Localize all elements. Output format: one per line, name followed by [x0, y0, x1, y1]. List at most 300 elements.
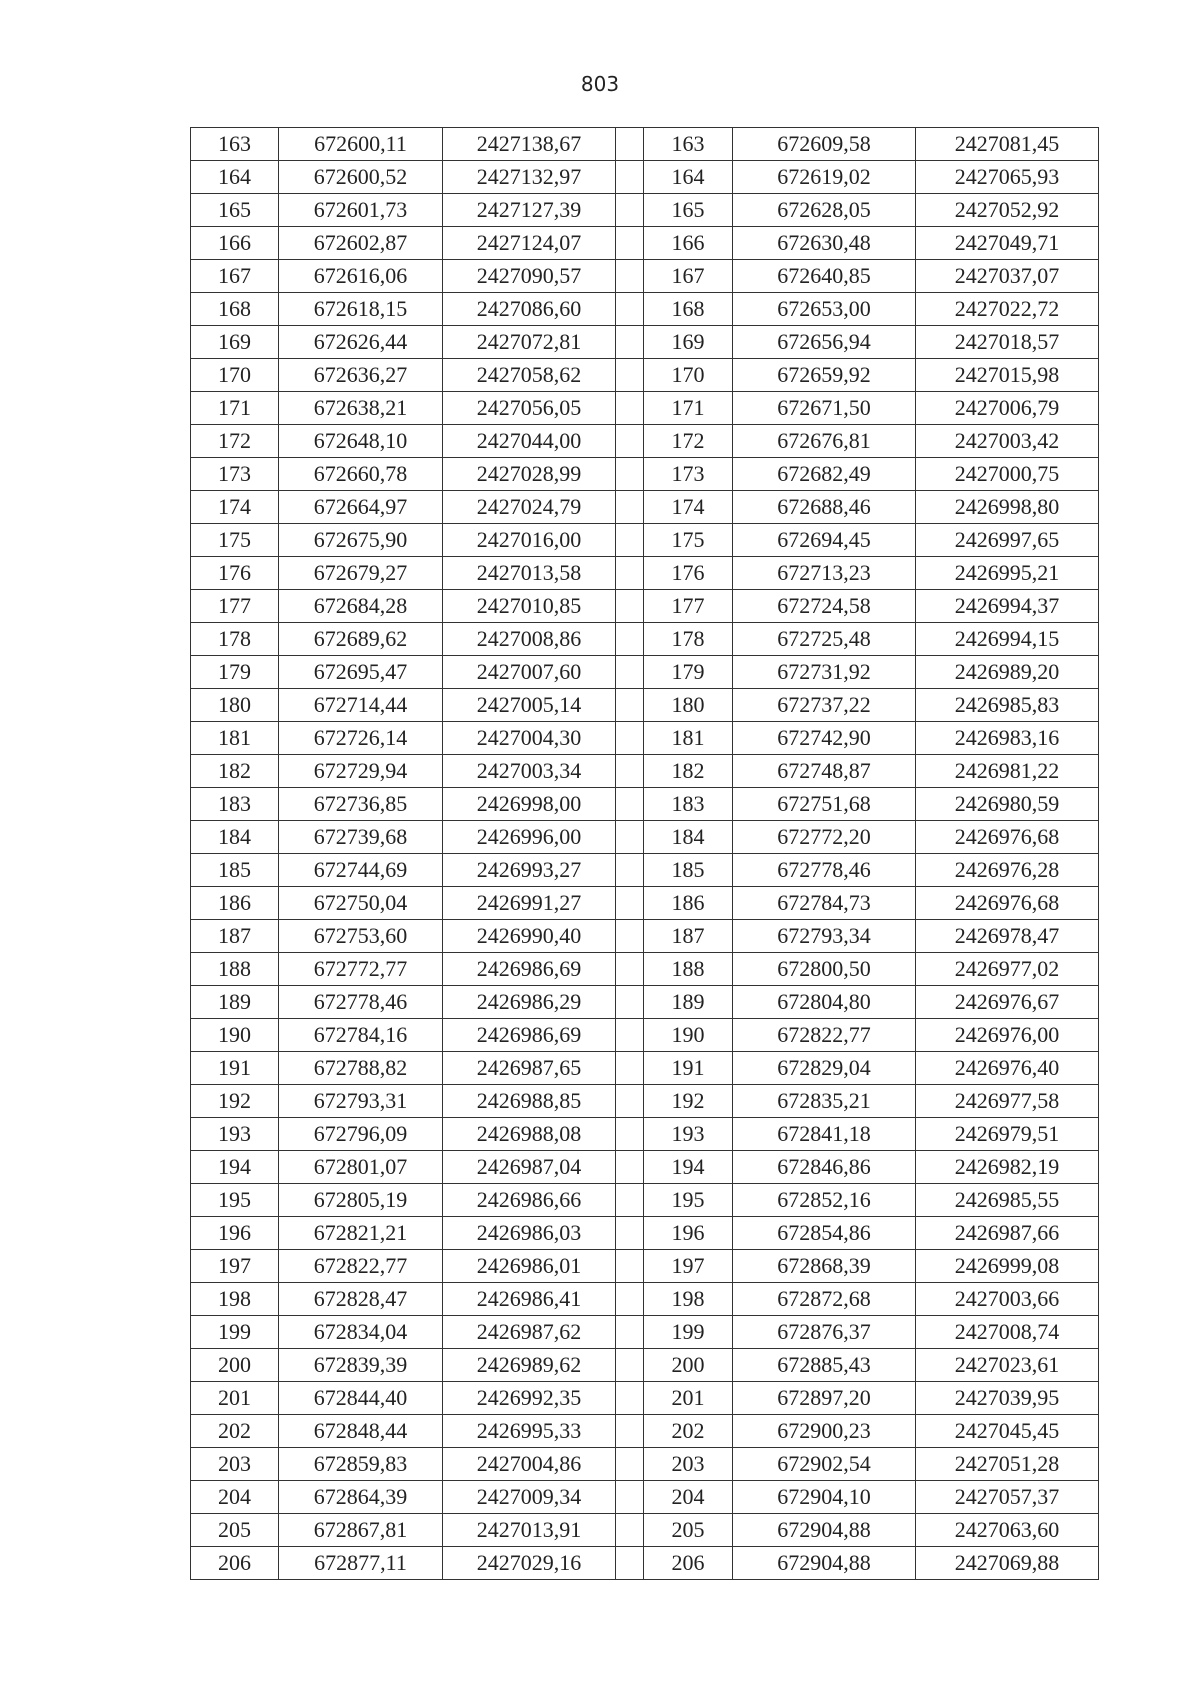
right-point-number-cell: 192 [644, 1085, 733, 1118]
left-point-number-cell: 165 [191, 194, 279, 227]
left-y-coordinate-cell: 2426986,03 [443, 1217, 616, 1250]
empty-separator-cell [616, 557, 644, 590]
right-point-number-cell: 177 [644, 590, 733, 623]
empty-separator-cell [616, 359, 644, 392]
right-y-coordinate-cell: 2426995,21 [916, 557, 1099, 590]
left-y-coordinate-cell: 2426991,27 [443, 887, 616, 920]
table-row [191, 623, 1099, 656]
right-x-coordinate-cell: 672748,87 [733, 755, 916, 788]
right-y-coordinate-cell: 2427049,71 [916, 227, 1099, 260]
right-point-number-cell: 184 [644, 821, 733, 854]
empty-separator-cell [616, 491, 644, 524]
left-point-number-cell: 167 [191, 260, 279, 293]
right-x-coordinate-cell: 672640,85 [733, 260, 916, 293]
empty-separator-cell [616, 524, 644, 557]
right-x-coordinate-cell: 672724,58 [733, 590, 916, 623]
right-point-number-cell: 165 [644, 194, 733, 227]
right-y-coordinate-cell: 2427022,72 [916, 293, 1099, 326]
left-x-coordinate-cell: 672636,27 [279, 359, 443, 392]
left-point-number-cell: 173 [191, 458, 279, 491]
right-point-number-cell: 180 [644, 689, 733, 722]
right-y-coordinate-cell: 2427063,60 [916, 1514, 1099, 1547]
left-x-coordinate-cell: 672828,47 [279, 1283, 443, 1316]
left-y-coordinate-cell: 2426987,04 [443, 1151, 616, 1184]
left-y-coordinate-cell: 2427024,79 [443, 491, 616, 524]
left-y-coordinate-cell: 2426993,27 [443, 854, 616, 887]
left-point-number-cell: 197 [191, 1250, 279, 1283]
left-y-coordinate-cell: 2427058,62 [443, 359, 616, 392]
right-x-coordinate-cell: 672694,45 [733, 524, 916, 557]
left-x-coordinate-cell: 672778,46 [279, 986, 443, 1019]
table-row [191, 755, 1099, 788]
empty-separator-cell [616, 590, 644, 623]
right-point-number-cell: 164 [644, 161, 733, 194]
right-point-number-cell: 205 [644, 1514, 733, 1547]
left-point-number-cell: 200 [191, 1349, 279, 1382]
left-y-coordinate-cell: 2426992,35 [443, 1382, 616, 1415]
right-y-coordinate-cell: 2426978,47 [916, 920, 1099, 953]
left-point-number-cell: 204 [191, 1481, 279, 1514]
left-point-number-cell: 182 [191, 755, 279, 788]
left-point-number-cell: 206 [191, 1547, 279, 1580]
left-point-number-cell: 188 [191, 953, 279, 986]
left-point-number-cell: 166 [191, 227, 279, 260]
left-y-coordinate-cell: 2427056,05 [443, 392, 616, 425]
left-x-coordinate-cell: 672602,87 [279, 227, 443, 260]
empty-separator-cell [616, 1151, 644, 1184]
coordinates-table-body [191, 128, 1099, 1580]
left-y-coordinate-cell: 2426987,62 [443, 1316, 616, 1349]
right-x-coordinate-cell: 672630,48 [733, 227, 916, 260]
right-x-coordinate-cell: 672688,46 [733, 491, 916, 524]
right-y-coordinate-cell: 2426976,67 [916, 986, 1099, 1019]
table-row [191, 557, 1099, 590]
empty-separator-cell [616, 1118, 644, 1151]
empty-separator-cell [616, 722, 644, 755]
left-y-coordinate-cell: 2426986,69 [443, 1019, 616, 1052]
empty-separator-cell [616, 1415, 644, 1448]
empty-separator-cell [616, 161, 644, 194]
right-point-number-cell: 171 [644, 392, 733, 425]
table-row [191, 854, 1099, 887]
table-row [191, 359, 1099, 392]
right-x-coordinate-cell: 672628,05 [733, 194, 916, 227]
right-x-coordinate-cell: 672876,37 [733, 1316, 916, 1349]
left-y-coordinate-cell: 2427044,00 [443, 425, 616, 458]
left-y-coordinate-cell: 2427003,34 [443, 755, 616, 788]
right-y-coordinate-cell: 2426998,80 [916, 491, 1099, 524]
left-point-number-cell: 190 [191, 1019, 279, 1052]
left-point-number-cell: 176 [191, 557, 279, 590]
left-y-coordinate-cell: 2427010,85 [443, 590, 616, 623]
table-row [191, 128, 1099, 161]
left-y-coordinate-cell: 2426995,33 [443, 1415, 616, 1448]
coordinates-table [190, 127, 1099, 1580]
right-x-coordinate-cell: 672846,86 [733, 1151, 916, 1184]
right-point-number-cell: 188 [644, 953, 733, 986]
empty-separator-cell [616, 920, 644, 953]
left-y-coordinate-cell: 2427013,58 [443, 557, 616, 590]
right-y-coordinate-cell: 2427008,74 [916, 1316, 1099, 1349]
left-x-coordinate-cell: 672750,04 [279, 887, 443, 920]
left-y-coordinate-cell: 2426986,29 [443, 986, 616, 1019]
table-row [191, 1184, 1099, 1217]
right-x-coordinate-cell: 672659,92 [733, 359, 916, 392]
left-x-coordinate-cell: 672648,10 [279, 425, 443, 458]
left-y-coordinate-cell: 2427009,34 [443, 1481, 616, 1514]
right-y-coordinate-cell: 2427015,98 [916, 359, 1099, 392]
right-point-number-cell: 202 [644, 1415, 733, 1448]
left-point-number-cell: 205 [191, 1514, 279, 1547]
right-point-number-cell: 187 [644, 920, 733, 953]
left-point-number-cell: 168 [191, 293, 279, 326]
table-row [191, 1118, 1099, 1151]
table-row [191, 1415, 1099, 1448]
empty-separator-cell [616, 227, 644, 260]
right-y-coordinate-cell: 2427052,92 [916, 194, 1099, 227]
left-point-number-cell: 193 [191, 1118, 279, 1151]
right-x-coordinate-cell: 672854,86 [733, 1217, 916, 1250]
right-point-number-cell: 181 [644, 722, 733, 755]
left-point-number-cell: 195 [191, 1184, 279, 1217]
empty-separator-cell [616, 1283, 644, 1316]
right-x-coordinate-cell: 672800,50 [733, 953, 916, 986]
right-point-number-cell: 195 [644, 1184, 733, 1217]
left-y-coordinate-cell: 2427005,14 [443, 689, 616, 722]
empty-separator-cell [616, 788, 644, 821]
empty-separator-cell [616, 887, 644, 920]
right-x-coordinate-cell: 672902,54 [733, 1448, 916, 1481]
left-x-coordinate-cell: 672714,44 [279, 689, 443, 722]
left-point-number-cell: 172 [191, 425, 279, 458]
table-row [191, 887, 1099, 920]
table-row [191, 227, 1099, 260]
empty-separator-cell [616, 623, 644, 656]
right-x-coordinate-cell: 672772,20 [733, 821, 916, 854]
left-x-coordinate-cell: 672821,21 [279, 1217, 443, 1250]
right-y-coordinate-cell: 2427039,95 [916, 1382, 1099, 1415]
right-x-coordinate-cell: 672676,81 [733, 425, 916, 458]
right-x-coordinate-cell: 672868,39 [733, 1250, 916, 1283]
right-point-number-cell: 182 [644, 755, 733, 788]
table-row [191, 689, 1099, 722]
left-x-coordinate-cell: 672822,77 [279, 1250, 443, 1283]
left-point-number-cell: 179 [191, 656, 279, 689]
table-row [191, 194, 1099, 227]
left-point-number-cell: 203 [191, 1448, 279, 1481]
right-y-coordinate-cell: 2426976,40 [916, 1052, 1099, 1085]
left-y-coordinate-cell: 2427004,86 [443, 1448, 616, 1481]
left-x-coordinate-cell: 672801,07 [279, 1151, 443, 1184]
table-row [191, 392, 1099, 425]
empty-separator-cell [616, 392, 644, 425]
right-x-coordinate-cell: 672829,04 [733, 1052, 916, 1085]
left-point-number-cell: 180 [191, 689, 279, 722]
table-row [191, 1514, 1099, 1547]
right-y-coordinate-cell: 2426981,22 [916, 755, 1099, 788]
right-y-coordinate-cell: 2427003,66 [916, 1283, 1099, 1316]
left-y-coordinate-cell: 2427007,60 [443, 656, 616, 689]
left-y-coordinate-cell: 2427090,57 [443, 260, 616, 293]
left-x-coordinate-cell: 672736,85 [279, 788, 443, 821]
page-number: 803 [580, 72, 620, 96]
right-y-coordinate-cell: 2426976,00 [916, 1019, 1099, 1052]
left-x-coordinate-cell: 672616,06 [279, 260, 443, 293]
left-y-coordinate-cell: 2427086,60 [443, 293, 616, 326]
empty-separator-cell [616, 689, 644, 722]
right-x-coordinate-cell: 672793,34 [733, 920, 916, 953]
right-y-coordinate-cell: 2427057,37 [916, 1481, 1099, 1514]
left-point-number-cell: 189 [191, 986, 279, 1019]
right-y-coordinate-cell: 2426977,58 [916, 1085, 1099, 1118]
right-x-coordinate-cell: 672731,92 [733, 656, 916, 689]
left-x-coordinate-cell: 672739,68 [279, 821, 443, 854]
right-x-coordinate-cell: 672852,16 [733, 1184, 916, 1217]
empty-separator-cell [616, 656, 644, 689]
empty-separator-cell [616, 326, 644, 359]
left-y-coordinate-cell: 2426990,40 [443, 920, 616, 953]
left-y-coordinate-cell: 2426988,08 [443, 1118, 616, 1151]
left-y-coordinate-cell: 2427132,97 [443, 161, 616, 194]
left-y-coordinate-cell: 2426986,01 [443, 1250, 616, 1283]
empty-separator-cell [616, 1448, 644, 1481]
left-x-coordinate-cell: 672839,39 [279, 1349, 443, 1382]
left-point-number-cell: 164 [191, 161, 279, 194]
right-point-number-cell: 176 [644, 557, 733, 590]
right-point-number-cell: 173 [644, 458, 733, 491]
left-x-coordinate-cell: 672675,90 [279, 524, 443, 557]
right-y-coordinate-cell: 2426994,15 [916, 623, 1099, 656]
empty-separator-cell [616, 986, 644, 1019]
right-point-number-cell: 198 [644, 1283, 733, 1316]
left-point-number-cell: 191 [191, 1052, 279, 1085]
left-x-coordinate-cell: 672638,21 [279, 392, 443, 425]
right-y-coordinate-cell: 2426997,65 [916, 524, 1099, 557]
right-x-coordinate-cell: 672872,68 [733, 1283, 916, 1316]
right-x-coordinate-cell: 672900,23 [733, 1415, 916, 1448]
table-row [191, 1052, 1099, 1085]
table-row [191, 590, 1099, 623]
left-point-number-cell: 170 [191, 359, 279, 392]
right-point-number-cell: 190 [644, 1019, 733, 1052]
right-y-coordinate-cell: 2426983,16 [916, 722, 1099, 755]
right-point-number-cell: 191 [644, 1052, 733, 1085]
empty-separator-cell [616, 1349, 644, 1382]
right-point-number-cell: 186 [644, 887, 733, 920]
left-y-coordinate-cell: 2426986,66 [443, 1184, 616, 1217]
table-row [191, 1151, 1099, 1184]
left-x-coordinate-cell: 672784,16 [279, 1019, 443, 1052]
empty-separator-cell [616, 1184, 644, 1217]
left-x-coordinate-cell: 672679,27 [279, 557, 443, 590]
empty-separator-cell [616, 755, 644, 788]
left-x-coordinate-cell: 672753,60 [279, 920, 443, 953]
right-x-coordinate-cell: 672751,68 [733, 788, 916, 821]
right-x-coordinate-cell: 672804,80 [733, 986, 916, 1019]
right-y-coordinate-cell: 2427081,45 [916, 128, 1099, 161]
left-x-coordinate-cell: 672796,09 [279, 1118, 443, 1151]
left-y-coordinate-cell: 2426998,00 [443, 788, 616, 821]
right-y-coordinate-cell: 2427006,79 [916, 392, 1099, 425]
left-x-coordinate-cell: 672788,82 [279, 1052, 443, 1085]
table-row [191, 491, 1099, 524]
left-x-coordinate-cell: 672618,15 [279, 293, 443, 326]
left-x-coordinate-cell: 672601,73 [279, 194, 443, 227]
empty-separator-cell [616, 953, 644, 986]
empty-separator-cell [616, 425, 644, 458]
empty-separator-cell [616, 1019, 644, 1052]
left-x-coordinate-cell: 672729,94 [279, 755, 443, 788]
table-row [191, 656, 1099, 689]
table-row [191, 161, 1099, 194]
right-point-number-cell: 163 [644, 128, 733, 161]
left-point-number-cell: 163 [191, 128, 279, 161]
left-x-coordinate-cell: 672848,44 [279, 1415, 443, 1448]
empty-separator-cell [616, 1481, 644, 1514]
right-y-coordinate-cell: 2426987,66 [916, 1217, 1099, 1250]
left-y-coordinate-cell: 2426989,62 [443, 1349, 616, 1382]
left-point-number-cell: 202 [191, 1415, 279, 1448]
left-y-coordinate-cell: 2426987,65 [443, 1052, 616, 1085]
left-x-coordinate-cell: 672805,19 [279, 1184, 443, 1217]
empty-separator-cell [616, 1382, 644, 1415]
left-point-number-cell: 183 [191, 788, 279, 821]
left-y-coordinate-cell: 2427013,91 [443, 1514, 616, 1547]
left-x-coordinate-cell: 672793,31 [279, 1085, 443, 1118]
table-row [191, 425, 1099, 458]
left-x-coordinate-cell: 672744,69 [279, 854, 443, 887]
left-point-number-cell: 181 [191, 722, 279, 755]
right-y-coordinate-cell: 2427037,07 [916, 260, 1099, 293]
empty-separator-cell [616, 1217, 644, 1250]
right-y-coordinate-cell: 2426976,28 [916, 854, 1099, 887]
right-point-number-cell: 197 [644, 1250, 733, 1283]
right-y-coordinate-cell: 2426985,83 [916, 689, 1099, 722]
left-y-coordinate-cell: 2427138,67 [443, 128, 616, 161]
table-row [191, 293, 1099, 326]
right-point-number-cell: 201 [644, 1382, 733, 1415]
empty-separator-cell [616, 1547, 644, 1580]
right-point-number-cell: 168 [644, 293, 733, 326]
empty-separator-cell [616, 128, 644, 161]
table-row [191, 821, 1099, 854]
table-row [191, 986, 1099, 1019]
left-point-number-cell: 201 [191, 1382, 279, 1415]
right-x-coordinate-cell: 672656,94 [733, 326, 916, 359]
table-row [191, 1481, 1099, 1514]
left-y-coordinate-cell: 2427127,39 [443, 194, 616, 227]
right-point-number-cell: 179 [644, 656, 733, 689]
left-x-coordinate-cell: 672867,81 [279, 1514, 443, 1547]
right-x-coordinate-cell: 672713,23 [733, 557, 916, 590]
empty-separator-cell [616, 1316, 644, 1349]
left-x-coordinate-cell: 672844,40 [279, 1382, 443, 1415]
left-x-coordinate-cell: 672660,78 [279, 458, 443, 491]
left-x-coordinate-cell: 672689,62 [279, 623, 443, 656]
empty-separator-cell [616, 194, 644, 227]
left-y-coordinate-cell: 2427004,30 [443, 722, 616, 755]
table-row [191, 260, 1099, 293]
table-row [191, 1448, 1099, 1481]
left-x-coordinate-cell: 672600,52 [279, 161, 443, 194]
left-y-coordinate-cell: 2426986,69 [443, 953, 616, 986]
right-point-number-cell: 170 [644, 359, 733, 392]
left-point-number-cell: 194 [191, 1151, 279, 1184]
right-x-coordinate-cell: 672897,20 [733, 1382, 916, 1415]
left-x-coordinate-cell: 672772,77 [279, 953, 443, 986]
empty-separator-cell [616, 1514, 644, 1547]
table-row [191, 1547, 1099, 1580]
right-y-coordinate-cell: 2426999,08 [916, 1250, 1099, 1283]
right-point-number-cell: 203 [644, 1448, 733, 1481]
left-y-coordinate-cell: 2426986,41 [443, 1283, 616, 1316]
table-row [191, 1283, 1099, 1316]
right-x-coordinate-cell: 672671,50 [733, 392, 916, 425]
right-x-coordinate-cell: 672904,10 [733, 1481, 916, 1514]
right-y-coordinate-cell: 2427018,57 [916, 326, 1099, 359]
right-y-coordinate-cell: 2427023,61 [916, 1349, 1099, 1382]
table-row [191, 1382, 1099, 1415]
right-y-coordinate-cell: 2427051,28 [916, 1448, 1099, 1481]
left-point-number-cell: 177 [191, 590, 279, 623]
empty-separator-cell [616, 821, 644, 854]
left-y-coordinate-cell: 2426988,85 [443, 1085, 616, 1118]
right-point-number-cell: 206 [644, 1547, 733, 1580]
right-point-number-cell: 167 [644, 260, 733, 293]
left-x-coordinate-cell: 672600,11 [279, 128, 443, 161]
table-row [191, 1250, 1099, 1283]
right-y-coordinate-cell: 2426979,51 [916, 1118, 1099, 1151]
right-x-coordinate-cell: 672841,18 [733, 1118, 916, 1151]
right-point-number-cell: 175 [644, 524, 733, 557]
left-x-coordinate-cell: 672684,28 [279, 590, 443, 623]
right-y-coordinate-cell: 2427065,93 [916, 161, 1099, 194]
right-point-number-cell: 174 [644, 491, 733, 524]
empty-separator-cell [616, 1085, 644, 1118]
left-point-number-cell: 174 [191, 491, 279, 524]
right-y-coordinate-cell: 2426977,02 [916, 953, 1099, 986]
right-y-coordinate-cell: 2426976,68 [916, 821, 1099, 854]
left-y-coordinate-cell: 2427008,86 [443, 623, 616, 656]
empty-separator-cell [616, 854, 644, 887]
right-point-number-cell: 178 [644, 623, 733, 656]
table-row [191, 953, 1099, 986]
right-y-coordinate-cell: 2426980,59 [916, 788, 1099, 821]
left-point-number-cell: 199 [191, 1316, 279, 1349]
table-row [191, 1217, 1099, 1250]
table-row [191, 722, 1099, 755]
right-x-coordinate-cell: 672619,02 [733, 161, 916, 194]
left-point-number-cell: 185 [191, 854, 279, 887]
left-y-coordinate-cell: 2427072,81 [443, 326, 616, 359]
left-x-coordinate-cell: 672877,11 [279, 1547, 443, 1580]
right-x-coordinate-cell: 672904,88 [733, 1547, 916, 1580]
right-point-number-cell: 200 [644, 1349, 733, 1382]
right-x-coordinate-cell: 672742,90 [733, 722, 916, 755]
right-x-coordinate-cell: 672609,58 [733, 128, 916, 161]
left-x-coordinate-cell: 672664,97 [279, 491, 443, 524]
right-x-coordinate-cell: 672737,22 [733, 689, 916, 722]
table-row [191, 1085, 1099, 1118]
left-point-number-cell: 169 [191, 326, 279, 359]
right-x-coordinate-cell: 672835,21 [733, 1085, 916, 1118]
right-point-number-cell: 172 [644, 425, 733, 458]
right-point-number-cell: 193 [644, 1118, 733, 1151]
left-y-coordinate-cell: 2426996,00 [443, 821, 616, 854]
right-x-coordinate-cell: 672885,43 [733, 1349, 916, 1382]
right-y-coordinate-cell: 2427000,75 [916, 458, 1099, 491]
right-point-number-cell: 169 [644, 326, 733, 359]
